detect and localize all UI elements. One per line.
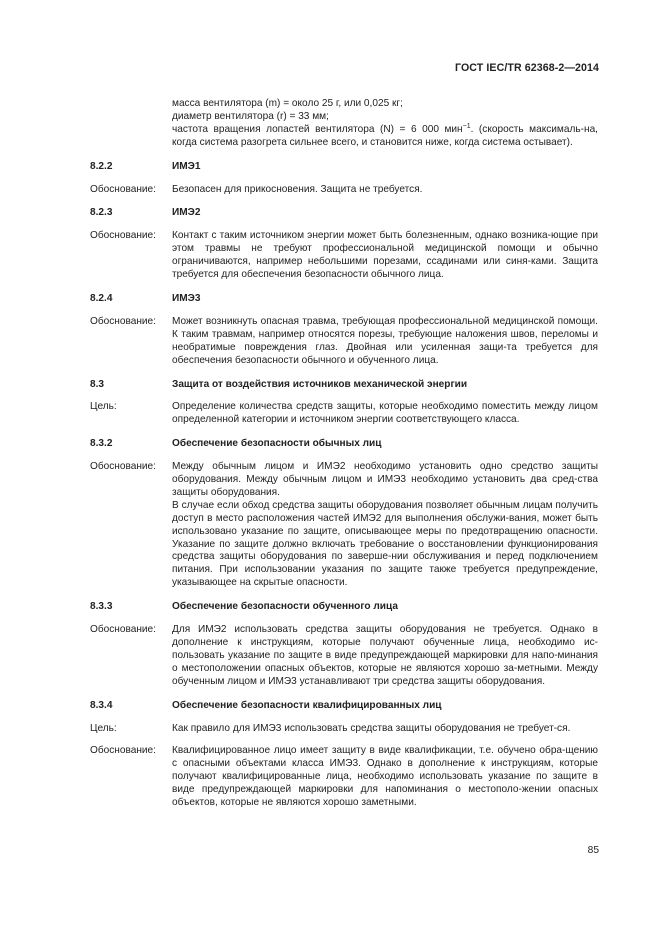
row-label: Обоснование:	[90, 315, 156, 327]
section-title: Защита от воздействия источников механической энергии	[172, 378, 468, 390]
section-title: Обеспечение безопасности обученного лица	[172, 601, 398, 613]
section-8-3-4-body	[90, 745, 598, 810]
paragraph-2: В случае если обход средства защиты оборудования позволяет обычным лицам получить доступ в место расположения частей ИМЭ2 для выполнения обслужи-вания, может быть использовано указание по защите, описывающее меры по предотвращению опасности. Указание по защите должно включать требование о восстановлении функционирования средства защиты оборудования по заверше-нии обслуживания и перед подключением питания. При использовании указания по защите также требуется предупреждение, указывающее на скрытые опасности.	[172, 499, 598, 589]
row-text: Определение количества средств защиты, которые необходимо поместить между лицом определенной категории и источником энергии соответствующего класса.	[172, 401, 598, 426]
paragraph-1: Между обычным лицом и ИМЭ2 необходимо установить одно средство защиты оборудования. Между обычным лицом и ИМЭ3 необходимо установить два сред-ства защиты оборудования.	[172, 461, 598, 498]
intro-line-3-a: частота вращения лопастей вентилятора (N) = 6 000 мин	[172, 123, 463, 135]
section-8-3-3-heading	[90, 601, 598, 614]
document-header: ГОСТ IEC/TR 62368-2—2014	[454, 62, 599, 74]
section-title: Обеспечение безопасности обычных лиц	[172, 438, 382, 450]
page-content	[90, 98, 598, 810]
section-number: 8.3.2	[90, 438, 113, 450]
section-title: ИМЭ1	[172, 160, 201, 172]
row-label: Цель:	[90, 401, 117, 413]
row-label: Обоснование:	[90, 461, 156, 473]
section-8-3-body	[90, 401, 598, 427]
section-8-2-3-body	[90, 230, 598, 282]
section-8-2-2-heading	[90, 161, 598, 174]
section-8-3-3-body	[90, 624, 598, 689]
row-label: Обоснование:	[90, 745, 156, 757]
section-8-2-4-heading	[90, 293, 598, 306]
section-title: Обеспечение безопасности квалифицированных лиц	[172, 699, 442, 711]
section-8-3-4-goal	[90, 723, 598, 736]
section-title: ИМЭ2	[172, 207, 201, 219]
section-8-3-2-heading	[90, 438, 598, 451]
row-text: Безопасен для прикосновения. Защита не требуется.	[172, 183, 423, 195]
intro-block	[90, 98, 598, 150]
section-number: 8.3	[90, 378, 105, 390]
intro-line-2: диаметр вентилятора (r) = 33 мм;	[172, 110, 329, 122]
intro-line-3-sup: −1	[462, 122, 471, 130]
section-8-3-heading	[90, 379, 598, 392]
section-title: ИМЭ3	[172, 292, 201, 304]
intro-line-1: масса вентилятора (m) = около 25 г, или 0,025 кг;	[172, 98, 403, 109]
section-number: 8.2.4	[90, 292, 113, 304]
row-text: Может возникнуть опасная травма, требующая профессиональной медицинской помощи. К таким травмам, например относятся порезы, требующие наложения швов, переломы и необратимые повреждения глаз. Двойная или усиленная защи-та требуется для обеспечения безопасности обычного и обученного лица.	[172, 315, 598, 366]
page-number: 85	[587, 845, 599, 856]
section-8-3-2-body	[90, 461, 598, 590]
row-text: Квалифицированное лицо имеет защиту в виде квалификации, т.е. обучено обра-щению с опасными объектами класса ИМЭ3. Однако в дополнение к инструкциям, которые получают квалифицированные лица, необходимо использовать указание по защите в виде предупреждающей маркировки для напоминания о местополо-жении опасных объектов, которые не являются хорошо заметными.	[172, 745, 598, 809]
row-text: Как правило для ИМЭ3 использовать средства защиты оборудования не требует-ся.	[172, 722, 571, 734]
section-number: 8.3.3	[90, 601, 113, 613]
section-8-2-2-body	[90, 184, 598, 197]
row-text: Контакт с таким источником энергии может быть болезненным, однако возника-ющие при этом травмы не требуют профессиональной медицинской помощи и обычно ограничиваются, например небольшими порезами, ссадинами или синя-ками. Защита требуется для обеспечения безопасности обычного лица.	[172, 230, 598, 281]
section-number: 8.3.4	[90, 699, 113, 711]
intro-line-3	[172, 124, 598, 150]
section-8-2-4-body	[90, 316, 598, 368]
section-number: 8.2.2	[90, 160, 113, 172]
row-label: Обоснование:	[90, 183, 156, 195]
row-label: Обоснование:	[90, 624, 156, 636]
section-8-3-4-heading	[90, 700, 598, 713]
row-text: Для ИМЭ2 использовать средства защиты оборудования не требуется. Однако в дополнение к инструкциям, которые получают обученные лица, необходимо ис-пользовать указание по защите в виде предупреждающей маркировки для напо-минания о местоположении опасных объектов, которые не являются хорошо за-метными. Между обученным лицом и ИМЭ3 устанавливают три средства защиты оборудования.	[172, 624, 598, 687]
row-label: Цель:	[90, 722, 117, 734]
intro-line-3-b: . (скорость максималь-на, когда система разогрета сильнее всего, и становится ниже, когда система остывает).	[172, 123, 598, 148]
section-number: 8.2.3	[90, 207, 113, 219]
section-8-2-3-heading	[90, 207, 598, 220]
row-label: Обоснование:	[90, 230, 156, 242]
